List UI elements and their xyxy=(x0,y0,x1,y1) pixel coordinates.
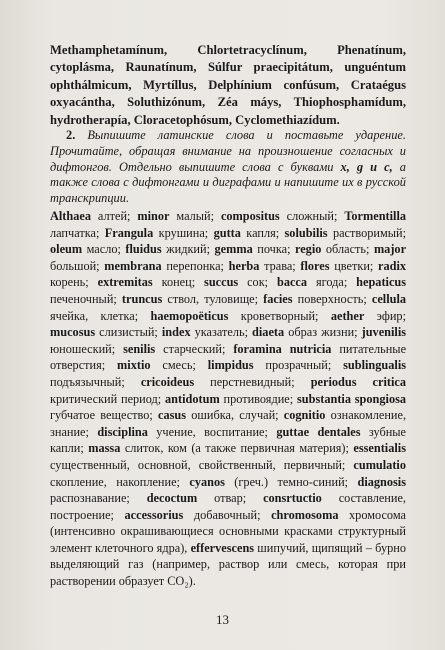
russian-translation: хромосома (интенсивно окрашивающиеся основными красками структурный элемент клеточного ядра), xyxy=(50,507,406,555)
latin-term: accessorius xyxy=(124,507,184,522)
russian-translation: цветки; xyxy=(334,258,374,273)
russian-translation: растворимый; xyxy=(332,225,407,240)
latin-term: diaeta xyxy=(252,325,285,340)
russian-translation: корень; xyxy=(50,275,89,290)
russian-translation: шипучий, щипящий – бурно выделяющий газ (например, раствор или смесь, которая при растворении образует CO₂). xyxy=(50,540,406,589)
latin-term: bacca xyxy=(276,275,308,290)
latin-term: succus xyxy=(204,275,239,290)
exercise-number: 2. xyxy=(66,128,76,142)
latin-term: facies xyxy=(263,291,293,306)
russian-translation: лапчатка; xyxy=(50,225,100,240)
russian-translation: ствол, туловище; xyxy=(167,291,259,306)
latin-term: cricoideus xyxy=(140,374,195,389)
latin-term: substantia spongiosa xyxy=(296,391,407,406)
russian-translation: указатель; xyxy=(194,325,249,340)
latin-term: diagnosis xyxy=(357,474,407,489)
latin-term: extremitas xyxy=(97,275,153,290)
russian-translation: смесь; xyxy=(162,358,196,373)
latin-term: gutta xyxy=(213,225,241,240)
russian-translation: прозрачный; xyxy=(265,358,332,373)
latin-term: mixtio xyxy=(117,358,151,373)
russian-translation: старческий; xyxy=(163,341,226,356)
latin-term: Frangula xyxy=(104,225,154,240)
latin-term: guttae dentales xyxy=(276,424,361,439)
latin-term: cyanos xyxy=(189,474,225,489)
russian-translation: учение, воспитание; xyxy=(156,424,268,439)
russian-translation: поверхность; xyxy=(297,291,367,306)
latin-term: compositus xyxy=(220,209,280,223)
russian-translation: слизистый; xyxy=(99,325,158,340)
instructions-text-after: а также слова с дифтонгами и диграфами и напишите их в русской транскрипции. xyxy=(50,159,406,206)
russian-translation: крушина; xyxy=(158,225,209,240)
latin-term: solubilis xyxy=(284,225,328,240)
russian-translation: (греч.) темно-синий; xyxy=(234,474,349,489)
russian-translation: ячейка, клетка; xyxy=(50,308,139,323)
latin-term: fluidus xyxy=(125,242,162,257)
latin-term: index xyxy=(161,325,191,340)
russian-translation: юношеский; xyxy=(50,341,116,356)
russian-translation: скопление, накопление; xyxy=(50,474,180,489)
russian-translation: распознавание; xyxy=(50,491,130,506)
latin-term: cognitio xyxy=(283,408,326,423)
russian-translation: подъязычный; xyxy=(50,374,125,389)
russian-translation: ягода; xyxy=(315,275,348,290)
latin-term: hepaticus xyxy=(356,275,407,290)
latin-term: mucosus xyxy=(50,325,96,340)
latin-term: antidotum xyxy=(165,391,220,406)
russian-translation: добавочный; xyxy=(193,507,261,522)
russian-translation: область; xyxy=(325,242,370,257)
latin-term: chromosoma xyxy=(271,507,339,522)
latin-term: foramina nutricia xyxy=(233,341,332,356)
russian-translation: малый; xyxy=(176,209,215,223)
latin-term: haemopoëticus xyxy=(150,308,229,323)
latin-term: membrana xyxy=(104,258,162,273)
latin-term: limpidus xyxy=(207,358,254,373)
latin-term: sublingualis xyxy=(343,358,407,373)
russian-translation: губчатое вещество; xyxy=(50,408,153,423)
russian-translation: слиток, ком (а также первичная материя); xyxy=(124,441,349,456)
russian-translation: почка; xyxy=(257,242,291,257)
russian-translation: питательные отверстия; xyxy=(50,341,407,373)
russian-translation: отвар; xyxy=(214,491,247,506)
latin-term: consrtuctio xyxy=(263,491,322,506)
russian-translation: эфир; xyxy=(376,308,406,323)
vocabulary-list xyxy=(50,208,406,590)
latin-term: oleum xyxy=(50,242,83,257)
latin-term: truncus xyxy=(121,291,163,306)
russian-translation: трава; xyxy=(264,258,296,273)
russian-translation: жидкий; xyxy=(166,242,211,257)
russian-translation: противоядие; xyxy=(223,391,294,406)
latin-term: massa xyxy=(88,441,121,456)
latin-term: flores xyxy=(300,258,330,273)
russian-translation: печеночный; xyxy=(50,291,117,306)
latin-term: essentialis xyxy=(353,441,406,456)
page-number: 13 xyxy=(216,612,229,627)
latin-term: cellula xyxy=(371,291,407,306)
instructions-letters: x, g и c, xyxy=(340,159,393,174)
russian-translation: кроветворный; xyxy=(240,308,319,323)
latin-term: decoctum xyxy=(146,491,198,506)
russian-translation: ошибка, случай; xyxy=(191,408,279,423)
latin-term: Tormentilla xyxy=(344,209,407,223)
latin-term: cumulatio xyxy=(353,457,406,472)
exercise-2-instructions xyxy=(50,128,406,207)
russian-translation: большой; xyxy=(50,258,100,273)
russian-translation: сок; xyxy=(247,275,269,290)
latin-term: casus xyxy=(158,408,187,423)
latin-term: periodus critica xyxy=(310,374,406,389)
russian-translation: алтей; xyxy=(97,209,131,223)
russian-translation: зубные капли; xyxy=(50,424,407,456)
russian-translation: перепонка; xyxy=(166,258,224,273)
latin-term: Althaea xyxy=(50,209,91,223)
russian-translation: масло; xyxy=(86,242,121,257)
russian-translation: критический период; xyxy=(50,391,162,406)
russian-translation: существенный, основной, свойственный, первичный; xyxy=(50,457,346,472)
latin-term: major xyxy=(373,242,407,257)
previous-exercise-word-list: Methamphetamínum, Chlortetracyclínum, Phenatínum, cytoplásma, Raunatínum, Súlfur praecipitátum, unguéntum ophthálmicum, Myrtíllus, Delphínium confúsum, Crataégus oxyacántha, Soluthizónum, Zéa máys, Thiophosphamídum, hydrotherapía, Cloracetophósum, Cyclomethiazídum. xyxy=(50,43,406,127)
latin-term: effervescens xyxy=(190,540,255,555)
russian-translation: образ жизни; xyxy=(288,325,358,340)
latin-term: disciplina xyxy=(97,424,148,439)
latin-term: minor xyxy=(137,209,170,223)
latin-term: gemma xyxy=(214,242,253,257)
russian-translation: конец; xyxy=(161,275,196,290)
latin-term: senilis xyxy=(123,341,156,356)
russian-translation: перстневидный; xyxy=(210,374,295,389)
latin-term: herba xyxy=(228,258,260,273)
russian-translation: капля; xyxy=(246,225,280,240)
instructions-text-before: Выпишите латинские слова и поставьте ударение. Прочитайте, обращая внимание на произношение согласных и дифтонгов. Отдельно выпишите слова с буквами xyxy=(50,128,406,174)
latin-term: aether xyxy=(330,308,365,323)
latin-term: juvenilis xyxy=(361,325,407,340)
russian-translation: ознакомление, знание; xyxy=(50,408,407,439)
latin-term: regio xyxy=(294,242,322,257)
russian-translation: составление, построение; xyxy=(50,491,407,522)
russian-translation: сложный; xyxy=(286,209,338,223)
latin-term: radix xyxy=(378,258,407,273)
